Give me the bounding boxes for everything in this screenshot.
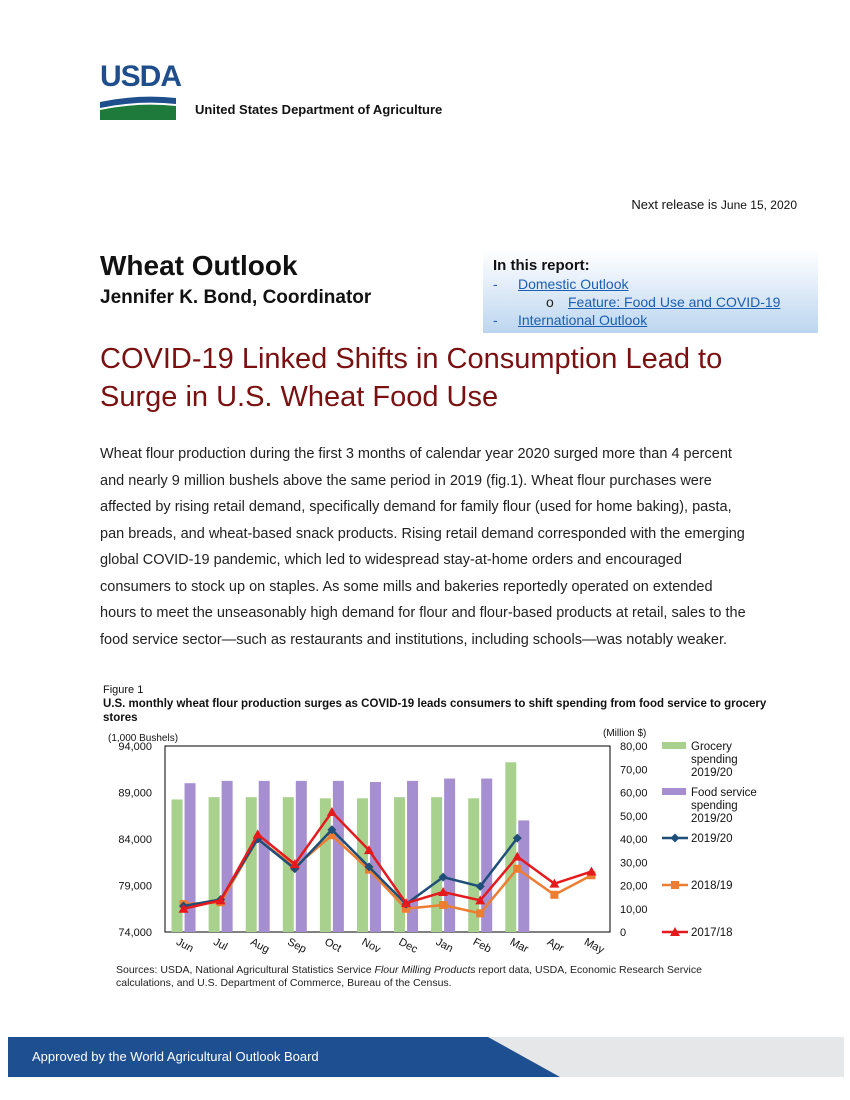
in-this-report-box xyxy=(483,250,818,333)
right-axis-tick-label: 10,00 xyxy=(620,903,648,916)
next-release-prefix: Next release is xyxy=(631,197,718,212)
bar-grocery xyxy=(320,798,331,932)
right-axis-tick-label: 50,00 xyxy=(620,810,648,823)
right-axis-tick-label: 0 xyxy=(620,927,627,939)
bar-food-service xyxy=(222,781,233,932)
figure-label: Figure 1 xyxy=(103,684,144,696)
left-axis-tick-label: 84,000 xyxy=(118,834,152,846)
category-label: Aug xyxy=(248,936,272,956)
toc-item-feature[interactable] xyxy=(546,294,780,310)
right-axis-tick-label: 20,00 xyxy=(620,880,648,893)
left-axis-tick-label: 74,000 xyxy=(118,927,152,939)
sources-prefix: Sources: USDA, National Agricultural Statistics Service xyxy=(116,964,375,976)
right-axis-tick-label: 70,00 xyxy=(620,764,648,777)
legend-label: Grocery xyxy=(691,741,732,753)
toc-item-domestic[interactable] xyxy=(493,276,628,292)
legend-label: 2018/19 xyxy=(691,880,733,892)
legend-swatch-bar xyxy=(662,742,686,749)
report-title: Wheat Outlook xyxy=(100,250,298,281)
legend-marker xyxy=(671,881,679,889)
category-label: Apr xyxy=(544,936,566,955)
toc-link-international-outlook[interactable]: International Outlook xyxy=(518,312,648,328)
toc-bullet: - xyxy=(493,312,498,328)
category-label: Jun xyxy=(174,936,196,955)
bar-grocery xyxy=(246,797,257,932)
agency-name: United States Department of Agriculture xyxy=(195,102,443,117)
report-coordinator: Jennifer K. Bond, Coordinator xyxy=(100,287,372,308)
logo-text: USDA xyxy=(100,60,182,93)
category-label: Nov xyxy=(359,936,383,956)
figure-sources xyxy=(116,964,756,990)
marker-2018-19 xyxy=(513,865,521,873)
legend-label: spending xyxy=(691,754,738,766)
marker-2018-19 xyxy=(439,901,447,909)
footer-approval: Approved by the World Agricultural Outlook Board xyxy=(32,1049,319,1064)
right-axis-tick-label: 40,00 xyxy=(620,834,648,846)
category-label: Jan xyxy=(433,936,456,955)
toc-link-domestic-outlook[interactable]: Domestic Outlook xyxy=(518,276,629,292)
usda-logo xyxy=(100,62,181,125)
category-label: Jul xyxy=(211,936,230,954)
article-headline: COVID-19 Linked Shifts in Consumption Lead to Surge in U.S. Wheat Food Use xyxy=(100,343,723,413)
marker-2018-19 xyxy=(550,891,558,899)
bar-food-service xyxy=(333,781,344,932)
next-release xyxy=(560,197,797,212)
right-axis-tick-label: 60,00 xyxy=(620,787,648,800)
legend-label: spending xyxy=(691,800,738,812)
category-label: Oct xyxy=(322,936,344,955)
category-label: Mar xyxy=(507,936,531,956)
toc-link-feature[interactable]: Feature: Food Use and COVID-19 xyxy=(568,294,781,310)
bar-food-service xyxy=(370,782,381,932)
left-axis-label: (1,000 Bushels) xyxy=(108,733,179,744)
bar-grocery xyxy=(431,797,442,932)
in-this-report-heading: In this report: xyxy=(493,257,590,274)
legend-swatch-bar xyxy=(662,788,686,795)
legend-label: 2019/20 xyxy=(691,833,733,845)
legend-label: 2019/20 xyxy=(691,813,733,825)
legend-label: 2019/20 xyxy=(691,767,733,779)
legend-label: 2017/18 xyxy=(691,927,733,939)
article-paragraph: Wheat flour production during the first 3 months of calendar year 2020 surged more than 4 percent and nearly 9 million bushels above the same period in 2019 (fig.1). Wheat flour purchases were affected by rising retail demand, specifically demand for family flour (used for home baking), pasta, pan breads, and wheat-based snack products. Rising retail demand corresponded with the emerging global COVID-19 pandemic, which led to widespread stay-at-home orders and encouraged consumers to stock up on staples. As some mills and bakeries reportedly operated on extended hours to meet the unseasonably high demand for flour and flour-based products at retail, sales to the food service sector—such as restaurants and institutions, including schools—was notably weaker. xyxy=(100,446,746,648)
sources-italic: Flour Milling Products xyxy=(374,964,476,976)
left-axis-tick-label: 89,000 xyxy=(118,787,152,800)
left-axis-tick-label: 94,000 xyxy=(118,741,152,753)
category-label: Sep xyxy=(285,936,309,956)
legend-label: Food service xyxy=(691,787,757,799)
flour-production-chart xyxy=(100,728,780,960)
usda-logo-swoosh-icon xyxy=(100,92,176,120)
figure-title: U.S. monthly wheat flour production surges as COVID-19 leads consumers to shift spending from food service to grocery stores xyxy=(103,698,767,724)
marker-2017-18 xyxy=(586,867,596,876)
bar-food-service xyxy=(259,781,270,932)
line-2019-20 xyxy=(184,830,518,906)
category-label: May xyxy=(582,936,607,957)
marker-2018-19 xyxy=(476,909,484,917)
category-label: Feb xyxy=(470,936,494,956)
right-axis-tick-label: 80,00 xyxy=(620,741,648,753)
next-release-date: June 15, 2020 xyxy=(720,198,797,212)
toc-bullet: - xyxy=(493,276,498,292)
left-axis-tick-label: 79,000 xyxy=(118,880,152,893)
right-axis-tick-label: 30,00 xyxy=(620,857,648,870)
right-axis-label: (Million $) xyxy=(603,728,647,739)
line-2018-19 xyxy=(184,835,592,913)
bar-grocery xyxy=(209,797,220,932)
sources-suffix: report data, USDA, Economic Research Service calculations, and U.S. Department of Commerce, Bureau of the Census. xyxy=(116,964,702,989)
toc-item-international[interactable] xyxy=(493,312,647,328)
toc-bullet: o xyxy=(546,294,554,310)
category-label: Dec xyxy=(396,936,420,956)
legend-marker xyxy=(671,834,680,843)
